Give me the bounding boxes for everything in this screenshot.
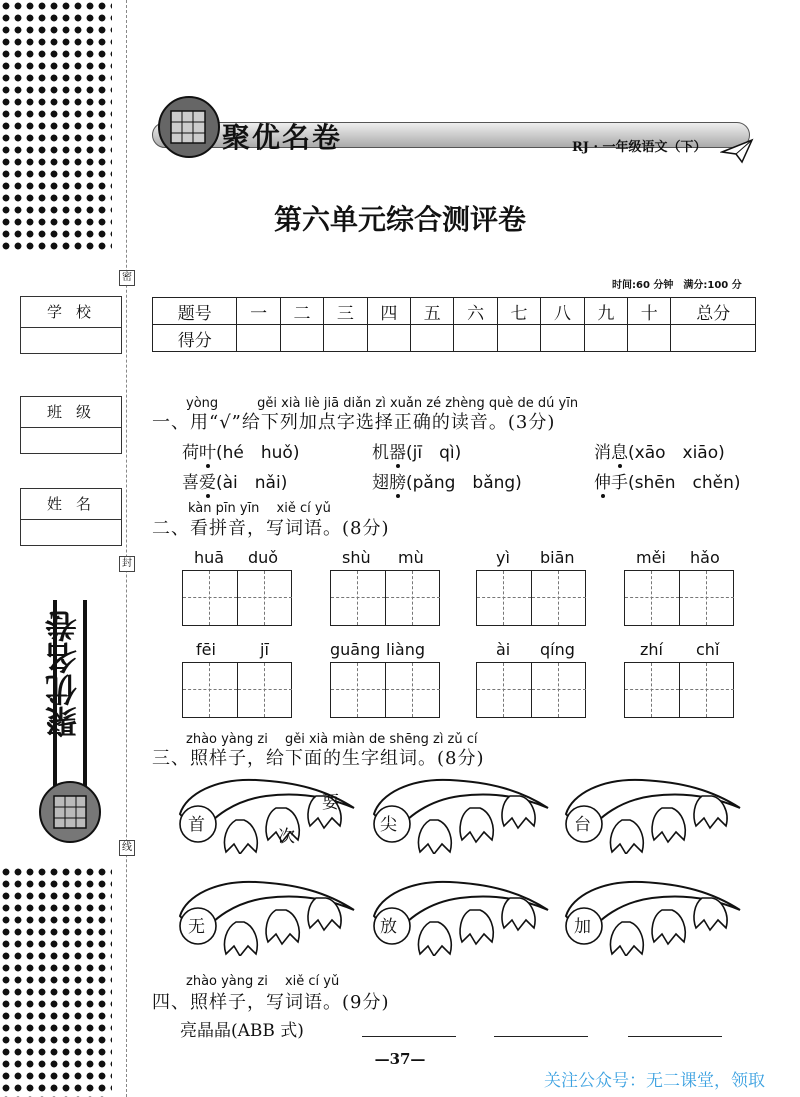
writing-grid[interactable] — [624, 662, 734, 718]
time-info: 时间:60 分钟 满分:100 分 — [612, 280, 742, 291]
cut-mark-seal2: 封 — [119, 556, 135, 572]
class-label: 班级 — [20, 396, 122, 428]
q3-pinyin: zhào yàng zi gěi xià miàn de shēng zì zǔ cí — [186, 732, 478, 747]
q2-pinyin-b: hǎo — [690, 548, 720, 567]
leaf-group-5 — [370, 876, 560, 956]
score-cell: 二 — [280, 298, 323, 325]
school-field[interactable] — [20, 327, 122, 354]
grid-cell[interactable] — [679, 571, 734, 625]
grid-cell[interactable] — [477, 571, 531, 625]
leaf-group-2 — [370, 774, 560, 854]
class-field[interactable] — [20, 427, 122, 454]
side-brand-text: 聚优名卷 — [44, 610, 82, 738]
name-field[interactable] — [20, 519, 122, 546]
q1-dotted-char: 叶 — [199, 443, 216, 463]
q2-pinyin-a: yì — [496, 548, 510, 567]
q2-pinyin-b: mù — [398, 548, 424, 567]
grid-cell[interactable] — [625, 663, 679, 717]
q3-char: 无 — [188, 917, 205, 937]
writing-grid[interactable] — [330, 662, 440, 718]
q2-pinyin-a: fēi — [196, 640, 216, 659]
q1-item[interactable] — [594, 468, 740, 493]
q2-pinyin-b: qíng — [540, 640, 575, 659]
score-table — [152, 297, 756, 352]
grid-cell[interactable] — [385, 571, 440, 625]
q1-options: (shēn chěn) — [628, 473, 741, 493]
score-cell: 四 — [367, 298, 410, 325]
q1-char: 手 — [611, 473, 628, 493]
brand-title: 聚优名卷 — [222, 121, 343, 154]
score-input[interactable] — [367, 325, 410, 352]
name-label: 姓名 — [20, 488, 122, 520]
score-cell: 十 — [628, 298, 671, 325]
q1-options: (ài nǎi) — [216, 473, 288, 493]
cut-mark-seal: 密 — [119, 270, 135, 286]
q1-dotted-char: 伸 — [594, 473, 611, 493]
q3-char: 加 — [574, 917, 591, 937]
score-cell: 三 — [324, 298, 367, 325]
answer-blank[interactable] — [494, 1036, 588, 1037]
score-input[interactable] — [584, 325, 627, 352]
page-number: —37— — [374, 1050, 426, 1068]
score-cell: 九 — [584, 298, 627, 325]
q3-char: 台 — [574, 815, 591, 835]
q3-example-word: 要 — [322, 793, 339, 813]
q3-char: 首 — [188, 815, 205, 835]
q1-item[interactable] — [594, 438, 725, 463]
answer-blank[interactable] — [628, 1036, 722, 1037]
score-input[interactable] — [497, 325, 540, 352]
q2-pinyin-a: shù — [342, 548, 371, 567]
score-input[interactable] — [324, 325, 367, 352]
score-input[interactable] — [454, 325, 497, 352]
q3-heading: 三、照样子，给下面的生字组词。(8分) — [152, 748, 485, 769]
score-cell: 总分 — [671, 298, 756, 325]
score-input[interactable] — [280, 325, 323, 352]
score-cell: 六 — [454, 298, 497, 325]
school-label: 学校 — [20, 296, 122, 328]
page-title: 第六单元综合测评卷 — [273, 203, 526, 236]
q2-pinyin-a: zhí — [640, 640, 663, 659]
score-cell: 题号 — [153, 298, 237, 325]
score-input[interactable] — [237, 325, 280, 352]
q1-item[interactable] — [372, 468, 522, 493]
q4-pinyin: zhào yàng zi xiě cí yǔ — [186, 974, 340, 989]
score-value-row — [153, 325, 756, 352]
grid-cell[interactable] — [679, 663, 734, 717]
q2-pinyin-b: chǐ — [696, 640, 720, 659]
q1-item[interactable] — [182, 468, 287, 493]
q4-example: 亮晶晶(ABB 式) — [180, 1021, 304, 1041]
score-input[interactable] — [541, 325, 584, 352]
q3-example-word: 次 — [278, 827, 295, 847]
grid-cell[interactable] — [531, 571, 586, 625]
grid-cell[interactable] — [331, 571, 385, 625]
grid-cell[interactable] — [477, 663, 531, 717]
writing-grid[interactable] — [182, 662, 292, 718]
score-label: 得分 — [153, 325, 237, 352]
q4-heading: 四、照样子，写词语。(9分) — [152, 992, 390, 1013]
q1-char: 机 — [372, 443, 389, 463]
q1-dotted-char: 膀 — [389, 473, 406, 493]
q1-options: (hé huǒ) — [216, 443, 300, 463]
score-cell: 一 — [237, 298, 280, 325]
q2-pinyin-b: biān — [540, 548, 575, 567]
score-cell: 八 — [541, 298, 584, 325]
writing-grid[interactable] — [476, 662, 586, 718]
watermark-text: 关注公众号：无二课堂，领取 — [544, 1071, 765, 1091]
q1-char: 消 — [594, 443, 611, 463]
q1-char: 荷 — [182, 443, 199, 463]
q1-item[interactable] — [182, 438, 299, 463]
q3-char: 尖 — [380, 815, 397, 835]
q2-pinyin-a: guāng — [330, 640, 381, 659]
q1-item[interactable] — [372, 438, 461, 463]
cut-mark-line: 线 — [119, 840, 135, 856]
q1-dotted-char: 爱 — [199, 473, 216, 493]
answer-blank[interactable] — [362, 1036, 456, 1037]
q2-heading: 二、看拼音，写词语。(8分) — [152, 518, 390, 539]
q2-pinyin-a: huā — [194, 548, 225, 567]
q1-char: 翅 — [372, 473, 389, 493]
q2-pinyin-a: ài — [496, 640, 511, 659]
q2-pinyin-a: měi — [636, 548, 666, 567]
writing-grid[interactable] — [330, 570, 440, 626]
q2-pinyin-b: duǒ — [248, 548, 279, 567]
q2-pinyin: kàn pīn yīn xiě cí yǔ — [188, 501, 331, 516]
writing-grid[interactable] — [624, 570, 734, 626]
score-cell: 七 — [497, 298, 540, 325]
grid-cell[interactable] — [531, 663, 586, 717]
q1-heading: 一、用“√”给下列加点字选择正确的读音。(3分) — [152, 412, 556, 433]
q3-char: 放 — [380, 917, 397, 937]
q1-pinyin: yòng gěi xià liè jiā diǎn zì xuǎn zé zhèng què de dú yīn — [186, 396, 579, 411]
grid-cell[interactable] — [183, 663, 237, 717]
subject-label: RJ · 一年级语文（下） — [572, 140, 707, 155]
q1-options: (jī qì) — [406, 443, 462, 463]
q1-char: 喜 — [182, 473, 199, 493]
q2-pinyin-b: jī — [260, 640, 269, 659]
cut-line — [126, 0, 127, 1097]
grid-cell[interactable] — [183, 571, 237, 625]
writing-grid[interactable] — [476, 570, 586, 626]
score-header-row — [153, 298, 756, 325]
paper-plane-icon — [720, 138, 754, 164]
q1-options: (pǎng bǎng) — [406, 473, 522, 493]
q2-pinyin-b: liàng — [386, 640, 425, 659]
score-input[interactable] — [411, 325, 454, 352]
cube-logo-icon — [156, 94, 222, 160]
q1-dotted-char: 器 — [389, 443, 406, 463]
grid-cell[interactable] — [237, 663, 292, 717]
q1-options: (xāo xiāo) — [628, 443, 725, 463]
score-input[interactable] — [671, 325, 756, 352]
score-cell: 五 — [411, 298, 454, 325]
score-input[interactable] — [628, 325, 671, 352]
q1-dotted-char: 息 — [611, 443, 628, 463]
grid-cell[interactable] — [385, 663, 440, 717]
grid-cell[interactable] — [625, 571, 679, 625]
grid-cell[interactable] — [331, 663, 385, 717]
grid-cell[interactable] — [237, 571, 292, 625]
writing-grid[interactable] — [182, 570, 292, 626]
